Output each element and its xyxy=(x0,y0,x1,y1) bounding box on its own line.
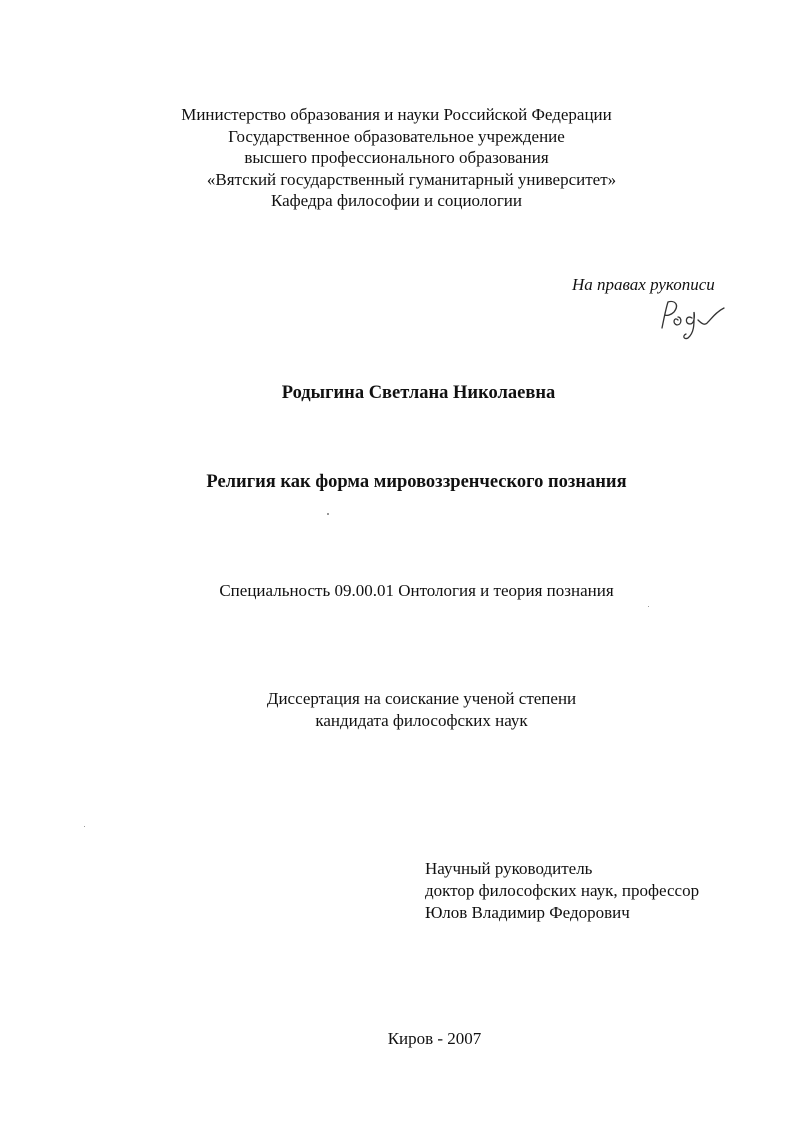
institution-header xyxy=(0,104,793,212)
supervisor-name: Юлов Владимир Федорович xyxy=(425,903,630,922)
manuscript-rights-note: На правах рукописи xyxy=(572,275,715,294)
scan-speck xyxy=(84,826,85,827)
degree-line-1: Диссертация на соискание ученой степени xyxy=(266,689,577,708)
degree-line-2: кандидата философских наук xyxy=(315,710,528,730)
education-level-line: высшего профессионального образования xyxy=(244,148,549,167)
supervisor-block xyxy=(425,858,699,924)
department-line: Кафедра философии и социологии xyxy=(271,191,522,210)
scan-speck xyxy=(648,606,649,607)
supervisor-role: Научный руководитель xyxy=(425,859,593,878)
scan-speck xyxy=(327,513,329,515)
supervisor-credentials: доктор философских наук, профессор xyxy=(425,881,700,900)
degree-statement xyxy=(0,688,793,731)
ministry-line: Министерство образования и науки Российской Федерации xyxy=(181,105,612,124)
university-name-line: «Вятский государственный гуманитарный университет» xyxy=(206,169,617,189)
dissertation-title: Религия как форма мировоззренческого познания xyxy=(206,472,627,492)
author-name: Родыгина Светлана Николаевна xyxy=(281,383,556,403)
city-year: Киров - 2007 xyxy=(387,1029,482,1048)
specialty-line: Специальность 09.00.01 Онтология и теория познания xyxy=(219,581,614,600)
institution-type-line: Государственное образовательное учреждение xyxy=(228,126,565,146)
handwritten-signature xyxy=(658,298,728,342)
